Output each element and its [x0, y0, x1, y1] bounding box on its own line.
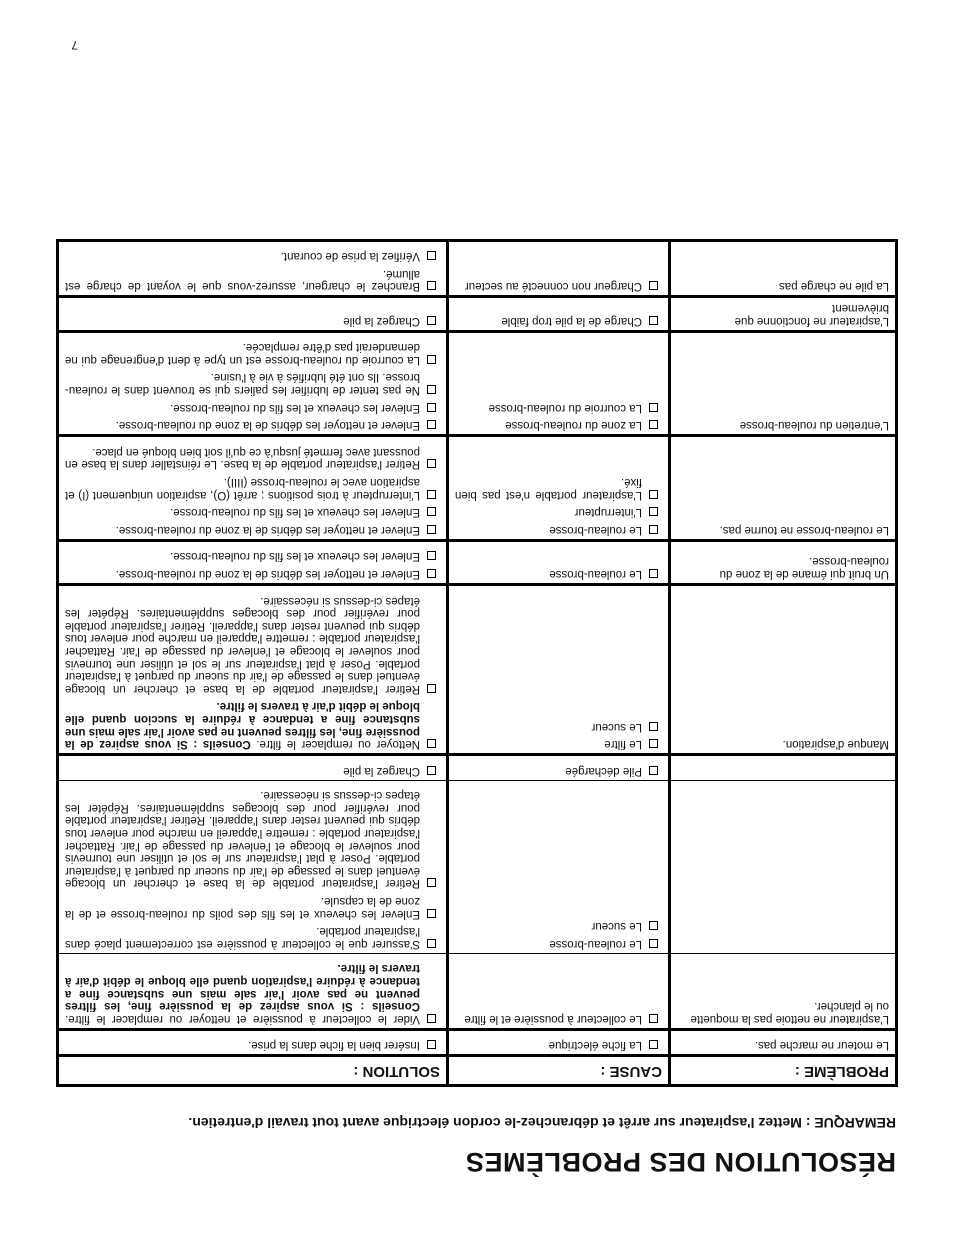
cause-cell	[448, 780, 670, 953]
instruction-text: Branchez le chargeur, assurez-vous que le voyant de charge est allumé.	[65, 267, 420, 293]
solution-item	[65, 567, 440, 580]
checkbox-icon	[427, 739, 436, 748]
solution-item	[65, 523, 440, 536]
problem-cell: Le moteur ne marche pas.	[670, 1029, 897, 1056]
instruction-text: Le suceur	[591, 920, 642, 933]
solution-item	[65, 700, 440, 750]
table-row	[58, 331, 897, 436]
solution-cell	[58, 540, 448, 584]
instruction-text: Chargez la pile	[343, 314, 420, 327]
instruction-text: Enlever les cheveux et les fils des poils du rouleau-brosse et de la zone de la capsule.	[65, 895, 420, 920]
checkbox-icon	[649, 507, 658, 516]
checkbox-icon	[427, 525, 436, 534]
solution-item	[65, 764, 440, 777]
instruction-text: L'interrupteur	[574, 506, 642, 519]
table-row	[58, 585, 897, 755]
solution-item	[65, 594, 440, 695]
solution-item	[65, 419, 440, 432]
instruction-text: L'interrupteur à trois positions ; arrêt (O), aspiration uniquement (I) et aspiration avec le rouleau-brosse (IIII).	[65, 476, 420, 501]
instruction-text: Retirer l'aspirateur portable de la base. Le réinstaller dans la base en poussant avec fermeté jusqu'à ce qu'il soit bien bloqué en place.	[65, 445, 420, 471]
checkbox-icon	[427, 355, 436, 364]
cause-item	[455, 764, 662, 777]
solution-item	[65, 267, 440, 292]
solution-item-text	[65, 475, 420, 500]
problem-cell: Manque d'aspiration.	[670, 585, 897, 755]
checkbox-icon	[649, 490, 658, 499]
instruction-text: Retirer l'aspirateur portable de la base et chercher un blocage éventuel dans le passage de l'air du suceur du parquet à l'aspirateur portable. Poser à plat l'aspirateur sur le sol et utiliser une tournevis pour soulever le blocage et l'enlever du passage de l'air. Rattacher l'aspirateur portable : remettre l'appareil en marche pour enlever tous débris qui peuvent rester dans l'appareil. Retirer l'aspirateur portable pour revérifier pour des blocages supplémentaires. Répéter les étapes ci-dessus si nécessaire.	[65, 594, 420, 695]
instruction-text: Le filtre	[604, 738, 642, 751]
cause-cell	[448, 436, 670, 541]
instruction-text: Pile déchargée	[565, 764, 642, 777]
instruction-text: La fiche électrique	[548, 1039, 642, 1052]
solution-item-text	[65, 962, 420, 1025]
maintenance-remark: REMARQUE : Mettez l'aspirateur sur arrêt et débranchez-le cordon électrique avant tout travail d'entretien.	[188, 1115, 896, 1131]
instruction-text: La zone du rouleau-brosse	[505, 419, 642, 432]
solution-item	[65, 506, 440, 519]
checkbox-icon	[427, 766, 436, 775]
checkbox-icon	[649, 1040, 658, 1049]
instruction-text: Enlever les cheveux et les fils du rouleau-brosse.	[170, 401, 420, 414]
problem-cell: L'aspirateur ne fonctionne que brièvement	[670, 297, 897, 331]
cause-item-text	[455, 523, 642, 536]
problem-cell: Un bruit qui émane de la zone du rouleau-brosse.	[670, 540, 897, 584]
solution-item-text	[65, 371, 420, 396]
instruction-text: Insérer bien la fiche dans la prise.	[248, 1039, 420, 1052]
checkbox-icon	[427, 385, 436, 394]
cause-item-text	[455, 720, 642, 733]
solution-cell	[58, 585, 448, 755]
cause-cell	[448, 1029, 670, 1056]
page-number: 7	[71, 38, 78, 52]
checkbox-icon	[427, 403, 436, 412]
table-row	[58, 780, 897, 953]
solution-item-text	[65, 567, 420, 580]
solution-item-text	[65, 314, 420, 327]
header-solution: SOLUTION :	[58, 1056, 448, 1086]
solution-item-text	[65, 401, 420, 414]
checkbox-icon	[649, 420, 658, 429]
cause-item	[455, 506, 662, 519]
cause-item	[455, 523, 662, 536]
instruction-text: Le rouleau-brosse	[549, 937, 642, 950]
checkbox-icon	[427, 459, 436, 468]
problem-cell: La pile ne charge pas	[670, 240, 897, 297]
solution-item-text	[65, 506, 420, 519]
solution-item	[65, 550, 440, 563]
cause-item-text	[455, 314, 642, 327]
solution-item	[65, 314, 440, 327]
instruction-text: Chargez la pile	[343, 764, 420, 777]
cause-item	[455, 1039, 662, 1052]
solution-item-text	[65, 341, 420, 366]
cause-cell	[448, 755, 670, 781]
checkbox-icon	[427, 316, 436, 325]
checkbox-icon	[427, 1040, 436, 1049]
solution-item	[65, 371, 440, 396]
solution-item-text	[65, 925, 420, 950]
solution-item	[65, 789, 440, 890]
instruction-text: L'aspirateur portable n'est pas bien fixé.	[455, 476, 642, 501]
instruction-text: Retirer l'aspirateur portable de la base et chercher un blocage éventuel dans le passage de l'air du suceur du parquet à l'aspirateur portable. Poser à plat l'aspirateur sur le sol et utiliser une tournevis pour soulever le blocage et l'enlever du passage de l'air. Rattacher l'aspirateur portable : remettre l'appareil en marche pour enlever tous débris qui peuvent rester dans l'appareil. Retirer l'aspirateur portable pour revérifier pour des blocages supplémentaires. Répéter les étapes ci-dessus si nécessaire.	[65, 789, 420, 890]
checkbox-icon	[427, 282, 436, 291]
instruction-text: Le rouleau-brosse	[549, 568, 642, 580]
cause-cell	[448, 331, 670, 436]
problem-cell: L'entretien du rouleau-brosse	[670, 331, 897, 436]
solution-item-text	[65, 594, 420, 695]
table-row	[58, 1029, 897, 1056]
cause-item	[455, 280, 662, 293]
instruction-text: Enlever et nettoyer les débris de la zone du rouleau-brosse.	[115, 523, 420, 536]
solution-item	[65, 1039, 440, 1052]
instruction-text: Charge de la pile trop faible	[501, 314, 642, 327]
checkbox-icon	[649, 722, 658, 731]
cause-item-text	[455, 280, 642, 293]
instruction-text: Ne pas tenter de lubrifier les paliers qui se trouvent dans le rouleau-brosse. Ils ont été lubrifiés à vie à l'usine.	[65, 371, 420, 397]
checkbox-icon	[427, 569, 436, 578]
solution-item	[65, 250, 440, 263]
checkbox-icon	[427, 251, 436, 260]
instruction-text: La courroie du rouleau-brosse	[488, 401, 642, 414]
checkbox-icon	[649, 316, 658, 325]
problem-cell: L'aspirateur ne nettoie pas la moquette ou le plancher.	[670, 953, 897, 1029]
solution-cell	[58, 331, 448, 436]
solution-cell	[58, 240, 448, 297]
cause-item-text	[455, 1039, 642, 1052]
solution-item	[65, 475, 440, 500]
solution-item-text	[65, 789, 420, 890]
table-header-row	[58, 1056, 897, 1086]
solution-item	[65, 925, 440, 950]
cause-cell	[448, 297, 670, 331]
instruction-text: Enlever et nettoyer les débris de la zone du rouleau-brosse.	[115, 568, 420, 580]
checkbox-icon	[427, 490, 436, 499]
table-row	[58, 436, 897, 541]
solution-cell	[58, 953, 448, 1029]
checkbox-icon	[649, 403, 658, 412]
cause-cell	[448, 585, 670, 755]
solution-item-text	[65, 894, 420, 919]
checkbox-icon	[649, 939, 658, 948]
solution-item-text	[65, 250, 420, 263]
solution-item	[65, 445, 440, 470]
tip-text: Conseils : Si vous aspirez de la poussière fine, les filtres peuvent ne pas avoir l'air sale mais une substance fine a tendance à réduire l'aspiration quand elle bloque le débit d'air à travers le filtre.	[65, 962, 420, 1013]
checkbox-icon	[649, 569, 658, 578]
solution-cell	[58, 755, 448, 781]
checkbox-icon	[649, 766, 658, 775]
header-problem: PROBLÈME :	[670, 1056, 897, 1086]
cause-item-text	[455, 475, 642, 500]
cause-cell	[448, 953, 670, 1029]
solution-item-text	[65, 523, 420, 536]
cause-item-text	[455, 401, 642, 414]
checkbox-icon	[649, 525, 658, 534]
solution-item-text	[65, 419, 420, 432]
cause-cell	[448, 240, 670, 297]
cause-item	[455, 1012, 662, 1025]
instruction-text: Enlever les cheveux et les fils du rouleau-brosse.	[170, 550, 420, 563]
checkbox-icon	[427, 909, 436, 918]
checkbox-icon	[427, 420, 436, 429]
tip-text: Conseils : Si vous aspirez de la poussière fine, les filtres peuvent ne pas avoir l'air sale mais une substance fine a tendance à réduire la succion quand elle bloque le débit d'air à travers le filtre.	[65, 700, 420, 751]
cause-item-text	[455, 567, 642, 580]
solution-item-text	[65, 445, 420, 470]
cause-cell	[448, 540, 670, 584]
solution-item-text	[65, 550, 420, 563]
solution-item-text	[65, 764, 420, 777]
checkbox-icon	[427, 939, 436, 948]
solution-cell	[58, 297, 448, 331]
troubleshooting-table	[56, 239, 898, 1087]
cause-item	[455, 475, 662, 500]
cause-item	[455, 419, 662, 432]
table-row	[58, 297, 897, 331]
checkbox-icon	[427, 507, 436, 516]
solution-item	[65, 401, 440, 414]
checkbox-icon	[649, 921, 658, 930]
table-row	[58, 953, 897, 1029]
instruction-text: Le collecteur à poussière et le filtre	[464, 1012, 642, 1025]
problem-cell	[670, 755, 897, 781]
checkbox-icon	[649, 282, 658, 291]
instruction-text: Vérifiez la prise de courant.	[280, 250, 420, 263]
cause-item-text	[455, 738, 642, 751]
instruction-text: Enlever les cheveux et les fils du rouleau-brosse.	[170, 506, 420, 519]
checkbox-icon	[427, 878, 436, 887]
table-body	[58, 240, 897, 1056]
instruction-text: Le suceur	[591, 720, 642, 733]
cause-item-text	[455, 1012, 642, 1025]
instruction-text: Le rouleau-brosse	[549, 523, 642, 536]
checkbox-icon	[427, 551, 436, 560]
cause-item	[455, 401, 662, 414]
cause-item-text	[455, 937, 642, 950]
solution-cell	[58, 1029, 448, 1056]
instruction-text: S'assurer que le collecteur à poussière est correctement placé dans l'aspirateur portable.	[65, 925, 420, 950]
checkbox-icon	[427, 684, 436, 693]
instruction-text: Nettoyer ou remplacer le filtre.	[250, 738, 420, 751]
problem-cell: Le rouleau-brosse ne tourne pas.	[670, 436, 897, 541]
problem-cell	[670, 780, 897, 953]
instruction-text: La courroie du rouleau-brosse est un type à dent d'engrenage qui ne demanderait pas d'être remplacée.	[65, 341, 420, 366]
cause-item-text	[455, 764, 642, 777]
checkbox-icon	[649, 739, 658, 748]
instruction-text: Vider le collecteur à poussière et nettoyer ou remplacer le filtre.	[65, 1012, 420, 1025]
header-cause: CAUSE :	[448, 1056, 670, 1086]
cause-item	[455, 567, 662, 580]
solution-item	[65, 962, 440, 1025]
solution-item-text	[65, 267, 420, 292]
cause-item	[455, 738, 662, 751]
cause-item	[455, 937, 662, 950]
cause-item-text	[455, 920, 642, 933]
cause-item-text	[455, 419, 642, 432]
cause-item	[455, 314, 662, 327]
solution-cell	[58, 780, 448, 953]
cause-item-text	[455, 506, 642, 519]
solution-item-text	[65, 700, 420, 750]
solution-item	[65, 894, 440, 919]
solution-cell	[58, 436, 448, 541]
checkbox-icon	[427, 1014, 436, 1023]
checkbox-icon	[649, 1014, 658, 1023]
instruction-text: Enlever et nettoyer les débris de la zone du rouleau-brosse.	[115, 419, 420, 432]
table-row	[58, 755, 897, 781]
table-row	[58, 240, 897, 297]
solution-item-text	[65, 1039, 420, 1052]
cause-item	[455, 720, 662, 733]
table-row	[58, 540, 897, 584]
instruction-text: Chargeur non connecté au secteur	[464, 280, 642, 293]
page-title: RÉSOLUTION DES PROBLÈMES	[465, 1147, 896, 1177]
solution-item	[65, 341, 440, 366]
cause-item	[455, 920, 662, 933]
